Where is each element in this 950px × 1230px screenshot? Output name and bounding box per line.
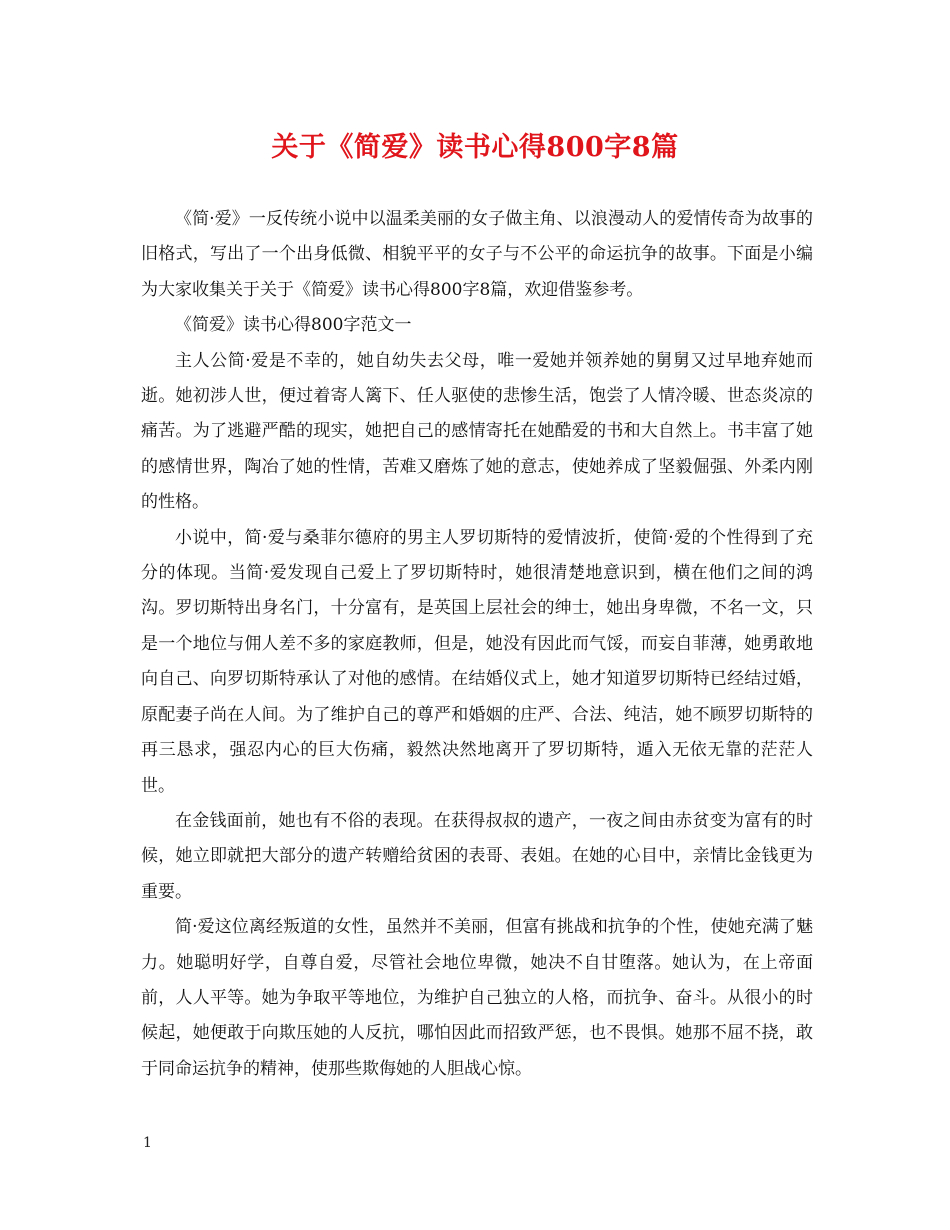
body-paragraph: 在金钱面前，她也有不俗的表现。在获得叔叔的遗产，一夜之间由赤贫变为富有的时候，她立即就把大部分的遗产转赠给贫困的表哥、表姐。在她的心目中，亲情比金钱更为重要。	[141, 810, 813, 902]
body-paragraph: 主人公简·爱是不幸的，她自幼失去父母，唯一爱她并领养她的舅舅又过早地弃她而逝。她初涉人世，便过着寄人篱下、任人驱使的悲惨生活，饱尝了人情冷暖、世态炎凉的痛苦。为了逃避严酷的现实，她把自己的感情寄托在她酷爱的书和大自然上。书丰富了她的感情世界，陶冶了她的性情，苦难又磨炼了她的意志，使她养成了坚毅倔强、外柔内刚的性格。	[141, 350, 813, 513]
body-paragraph: 简·爱这位离经叛道的女性，虽然并不美丽，但富有挑战和抗争的个性，使她充满了魅力。她聪明好学，自尊自爱，尽管社会地位卑微，她决不自甘堕落。她认为，在上帝面前，人人平等。她为争取平等地位，为维护自己独立的人格，而抗争、奋斗。从很小的时候起，她便敢于向欺压她的人反抗，哪怕因此而招致严惩，也不畏惧。她那不屈不挠，敢于同命运抗争的精神，使那些欺侮她的人胆战心惊。	[141, 917, 813, 1079]
intro-paragraph: 《简·爱》一反传统小说中以温柔美丽的女子做主角、以浪漫动人的爱情传奇为故事的旧格式，写出了一个出身低微、相貌平平的女子与不公平的命运抗争的故事。下面是小编为大家收集关于关于《简爱》读书心得800字8篇，欢迎借鉴参考。	[141, 209, 813, 300]
document-title: 关于《简爱》读书心得800字8篇	[271, 132, 679, 163]
section-heading: 《简爱》读书心得800字范文一	[175, 315, 412, 336]
body-paragraph: 小说中，简·爱与桑菲尔德府的男主人罗切斯特的爱情波折，使简·爱的个性得到了充分的体现。当简·爱发现自己爱上了罗切斯特时，她很清楚地意识到，横在他们之间的鸿沟。罗切斯特出身名门，十分富有，是英国上层社会的绅士，她出身卑微，不名一文，只是一个地位与佣人差不多的家庭教师，但是，她没有因此而气馁，而妄自菲薄，她勇敢地向自己、向罗切斯特承认了对他的感情。在结婚仪式上，她才知道罗切斯特已经结过婚，原配妻子尚在人间。为了维护自己的尊严和婚姻的庄严、合法、纯洁，她不顾罗切斯特的再三恳求，强忍内心的巨大伤痛，毅然决然地离开了罗切斯特，遁入无依无靠的茫茫人世。	[141, 527, 813, 796]
document-body	[141, 202, 813, 1087]
page-number: 1	[143, 1135, 152, 1151]
